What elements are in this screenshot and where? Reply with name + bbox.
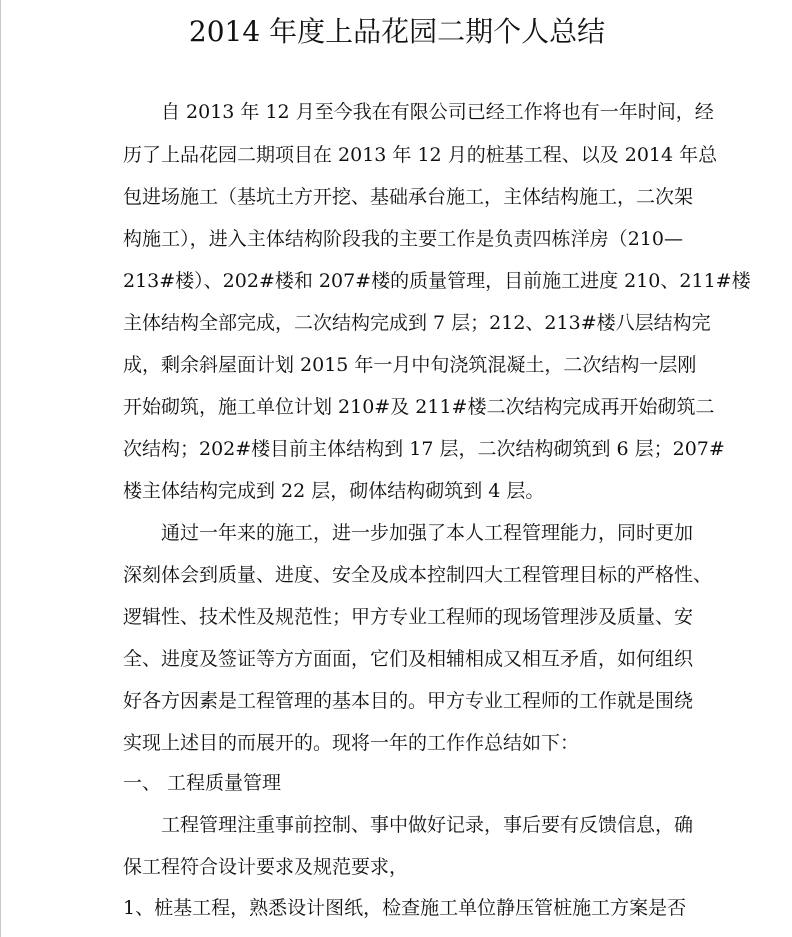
- paragraph-line: 主体结构全部完成，二次结构完成到 7 层；212、213#楼八层结构完: [123, 312, 711, 334]
- paragraph-line: 好各方因素是工程管理的基本目的。甲方专业工程师的工作就是围绕: [123, 690, 694, 712]
- paragraph-line: 工程管理注重事前控制、事中做好记录，事后要有反馈信息，确: [161, 814, 694, 836]
- paragraph-line: 开始砌筑，施工单位计划 210#及 211#楼二次结构完成再开始砌筑二: [123, 396, 715, 418]
- paragraph-line: 构施工），进入主体结构阶段我的主要工作是负责四栋洋房（210—: [123, 228, 683, 250]
- paragraph-line: 成，剩余斜屋面计划 2015 年一月中旬浇筑混凝土，二次结构一层刚: [123, 354, 697, 376]
- document-title: 2014 年度上品花园二期个人总结: [188, 15, 606, 48]
- paragraph-line: 通过一年来的施工，进一步加强了本人工程管理能力，同时更加: [161, 522, 694, 544]
- paragraph-line: 深刻体会到质量、进度、安全及成本控制四大工程管理目标的严格性、: [123, 564, 713, 586]
- paragraph-line: 实现上述目的而展开的。现将一年的工作作总结如下：: [123, 732, 580, 754]
- paragraph-line: 全、进度及签证等方方面面，它们及相辅相成又相互矛盾，如何组织: [123, 648, 694, 670]
- paragraph-line: 楼主体结构完成到 22 层，砌体结构砌筑到 4 层。: [123, 480, 545, 502]
- paragraph-line: 1、桩基工程，熟悉设计图纸，检查施工单位静压管桩施工方案是否: [123, 897, 687, 919]
- paragraph-line: 保工程符合设计要求及规范要求，: [123, 856, 409, 878]
- paragraph-line: 逻辑性、技术性及规范性；甲方专业工程师的现场管理涉及质量、安: [123, 606, 694, 628]
- paragraph-line: 213#楼）、202#楼和 207#楼的质量管理，目前施工进度 210、211#楼: [123, 270, 751, 292]
- paragraph-line: 自 2013 年 12 月至今我在有限公司已经工作将也有一年时间，经: [161, 101, 714, 123]
- section-heading: 一、 工程质量管理: [123, 772, 282, 794]
- paragraph-line: 历了上品花园二期项目在 2013 年 12 月的桩基工程、以及 2014 年总: [123, 144, 718, 166]
- paragraph-line: 次结构；202#楼目前主体结构到 17 层，二次结构砌筑到 6 层；207#: [123, 438, 725, 460]
- paragraph-line: 包进场施工（基坑土方开挖、基础承台施工，主体结构施工，二次架: [123, 186, 694, 208]
